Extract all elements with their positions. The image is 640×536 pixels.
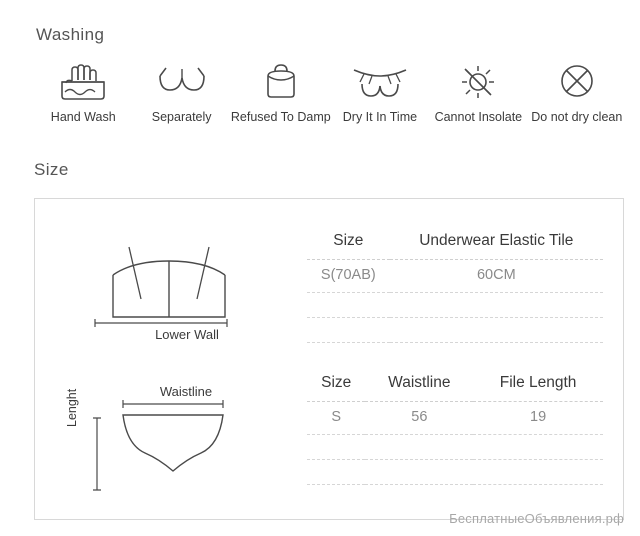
table-cell: 19 (473, 402, 603, 435)
table-cell: S(70AB) (307, 260, 390, 293)
cannot-insolate-icon (456, 60, 500, 102)
lower-wall-caption: Lower Wall (155, 327, 219, 342)
table-cell: S (307, 402, 365, 435)
table-header-row (307, 367, 603, 402)
wash-label: Hand Wash (50, 110, 116, 124)
washing-section-title: Washing (36, 25, 105, 44)
column-header: Size (307, 367, 365, 402)
table-cell: 56 (365, 402, 473, 435)
bra-size-table (307, 225, 603, 343)
table-cell (307, 318, 390, 343)
table-cell (365, 460, 473, 485)
length-caption: Lenght (65, 388, 79, 427)
table-cell (473, 435, 603, 460)
table-cell (365, 435, 473, 460)
table-cell (307, 435, 365, 460)
wash-item-cannot-insolate (429, 60, 527, 124)
table-cell (307, 460, 365, 485)
table-cell: 60CM (390, 260, 603, 293)
wash-item-dry-it-in-time (331, 60, 429, 124)
table-cell (307, 293, 390, 318)
washing-icon-row (34, 60, 626, 124)
wash-label: Refused To Damp (230, 110, 331, 124)
size-section-title: Size (34, 160, 69, 179)
dry-it-in-time-icon (350, 60, 410, 102)
table-cell (390, 293, 603, 318)
hand-wash-icon (56, 60, 110, 102)
wash-label: Separately (151, 110, 212, 124)
size-panel (34, 198, 624, 520)
table-cell (390, 318, 603, 343)
column-header: File Length (473, 367, 603, 402)
table-cell (473, 460, 603, 485)
wash-label: Do not dry clean (531, 110, 623, 124)
column-header: Size (307, 225, 390, 260)
wash-item-refused-to-damp (231, 60, 331, 124)
table-row (307, 402, 603, 435)
separately-bra-icon (154, 60, 210, 102)
table-row (307, 293, 603, 318)
table-row (307, 318, 603, 343)
watermark: БесплатныеОбъявления.рф (449, 511, 624, 526)
waistline-caption: Waistline (159, 384, 213, 399)
table-row (307, 460, 603, 485)
column-header: Waistline (365, 367, 473, 402)
wash-label: Cannot Insolate (434, 110, 523, 124)
do-not-dry-clean-icon (556, 60, 598, 102)
table-header-row (307, 225, 603, 260)
wash-label: Dry It In Time (342, 110, 418, 124)
wash-item-do-not-dry-clean (528, 60, 626, 124)
table-row (307, 435, 603, 460)
table-row (307, 260, 603, 293)
wash-item-separately (132, 60, 230, 124)
panty-size-table (307, 367, 603, 485)
refused-to-damp-icon (260, 60, 302, 102)
column-header: Underwear Elastic Tile (390, 225, 603, 260)
panty-figure (85, 369, 255, 479)
wash-item-hand-wash (34, 60, 132, 124)
